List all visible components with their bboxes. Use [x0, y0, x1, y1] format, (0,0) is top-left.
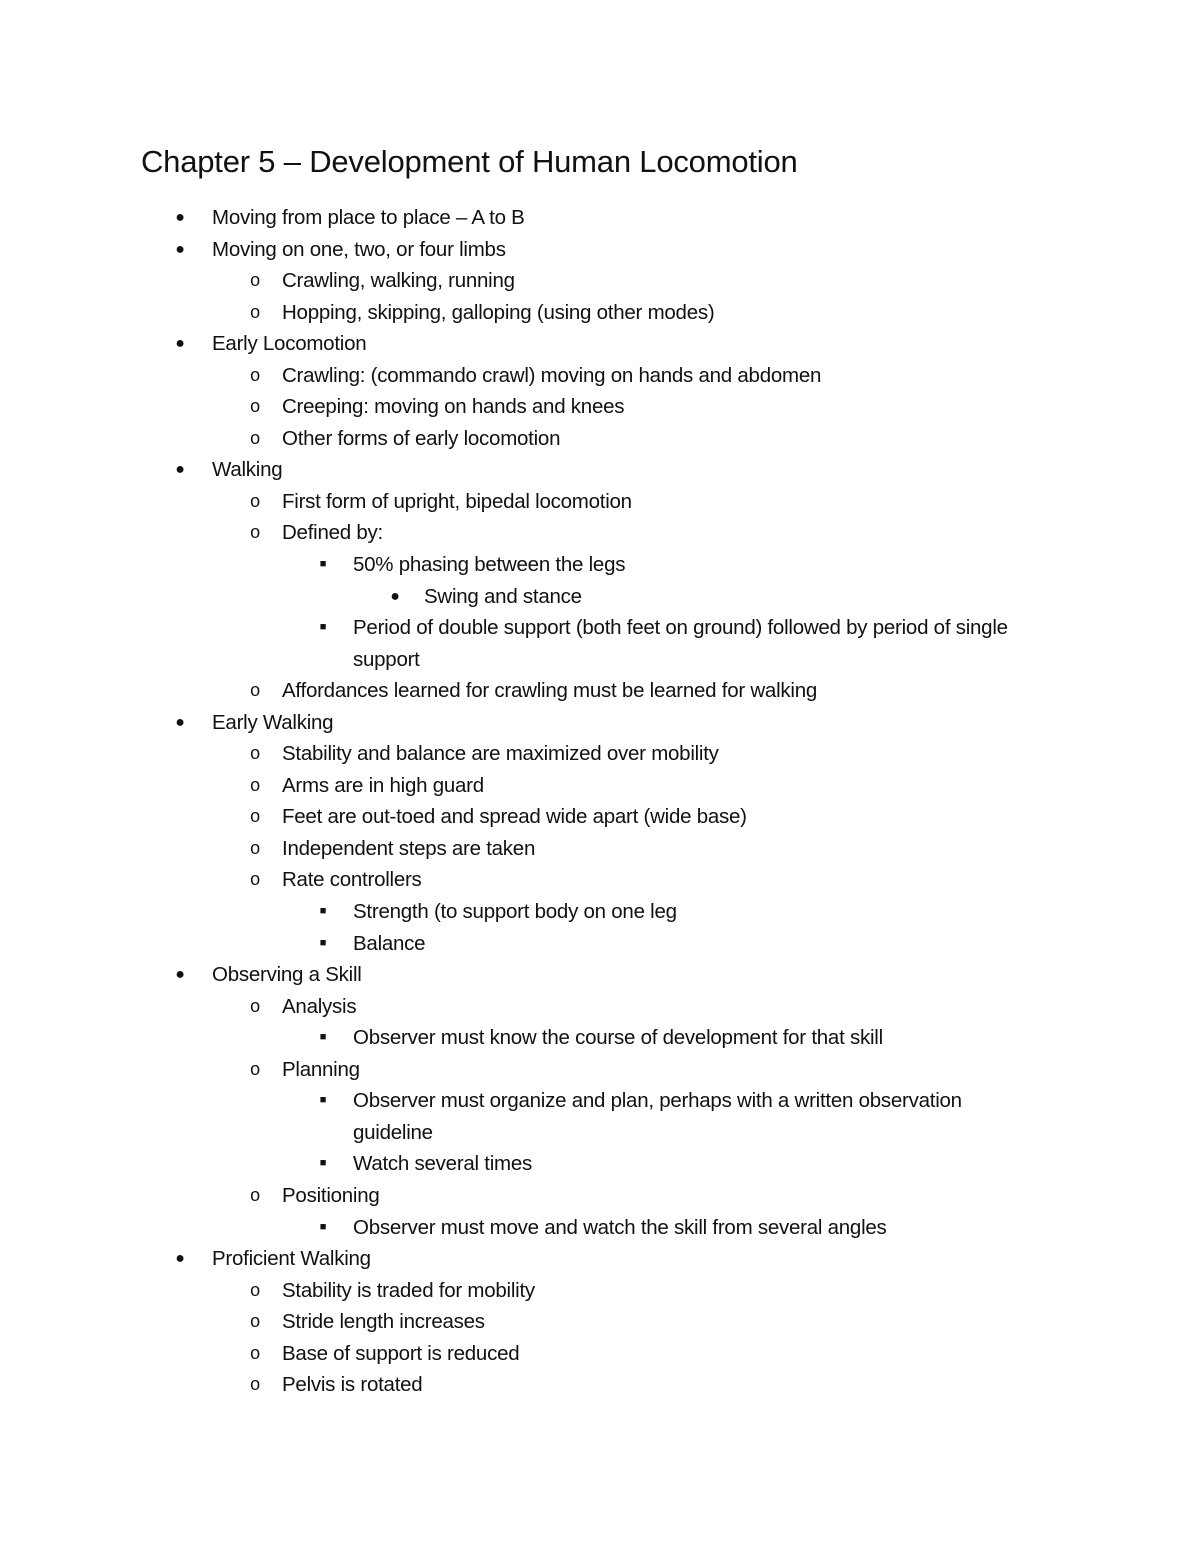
list-item-text: Strength (to support body on one leg — [353, 900, 677, 924]
bullet-icon: o — [250, 1311, 260, 1332]
list-item-text: Independent steps are taken — [282, 836, 536, 860]
list-item — [0, 297, 1042, 329]
bullet-icon: ■ — [319, 1031, 327, 1044]
list-item — [0, 581, 1044, 613]
list-item — [0, 675, 1042, 707]
list-item — [0, 1148, 1043, 1180]
list-item — [0, 360, 1042, 392]
list-item — [0, 517, 1042, 549]
list-item — [0, 454, 1042, 486]
list-item — [0, 1369, 1042, 1401]
list-item — [0, 1022, 1043, 1054]
list-item-text: Proficient Walking — [212, 1247, 371, 1271]
bullet-icon: ■ — [319, 905, 327, 918]
list-item — [0, 265, 1042, 297]
list-item — [0, 328, 1042, 360]
list-item — [0, 1306, 1042, 1338]
list-item — [0, 770, 1042, 802]
outline-list — [0, 202, 1200, 1401]
list-item-text: Pelvis is rotated — [282, 1373, 423, 1397]
list-item-text: Observing a Skill — [212, 963, 362, 987]
bullet-icon: ● — [390, 587, 400, 605]
bullet-icon: o — [250, 806, 260, 827]
list-item-text: Positioning — [282, 1183, 380, 1207]
bullet-icon: o — [250, 396, 260, 417]
list-item — [0, 549, 1043, 581]
list-item-text: Arms are in high guard — [282, 773, 484, 797]
list-item-text: Base of support is reduced — [282, 1341, 520, 1365]
list-item-text: Analysis — [282, 994, 357, 1018]
bullet-icon: o — [250, 427, 260, 448]
bullet-icon: ● — [175, 335, 185, 353]
list-item — [0, 833, 1042, 865]
bullet-icon: ■ — [319, 621, 327, 634]
list-item — [0, 391, 1042, 423]
list-item — [0, 991, 1042, 1023]
list-item — [0, 707, 1042, 739]
list-item-text: Hopping, skipping, galloping (using other modes) — [282, 300, 715, 324]
list-item-text: Moving on one, two, or four limbs — [212, 237, 506, 261]
list-item-text: Other forms of early locomotion — [282, 426, 561, 450]
list-item-text: Stability and balance are maximized over mobility — [282, 742, 719, 766]
bullet-icon: o — [250, 301, 260, 322]
list-item — [0, 1243, 1042, 1275]
list-item-text: Planning — [282, 1057, 360, 1081]
list-item — [0, 801, 1042, 833]
bullet-icon: ■ — [319, 936, 327, 949]
list-item — [0, 1085, 1043, 1148]
bullet-icon: o — [250, 270, 260, 291]
list-item — [0, 202, 1042, 234]
list-item — [0, 928, 1043, 960]
list-item-text: Moving from place to place – A to B — [212, 206, 525, 229]
bullet-icon: o — [250, 1184, 260, 1205]
list-item — [0, 738, 1042, 770]
list-item-text: 50% phasing between the legs — [353, 553, 626, 577]
bullet-icon: ■ — [319, 1157, 327, 1170]
list-item — [0, 486, 1042, 518]
list-item — [0, 423, 1042, 455]
bullet-icon: o — [250, 1342, 260, 1363]
list-item-text: Affordances learned for crawling must be learned for walking — [282, 679, 817, 703]
list-item-text: Defined by: — [282, 521, 383, 545]
bullet-icon: o — [250, 837, 260, 858]
list-item-text: Swing and stance — [424, 584, 582, 608]
list-item — [0, 896, 1043, 928]
bullet-icon: o — [250, 995, 260, 1016]
bullet-icon: o — [250, 869, 260, 890]
bullet-icon: o — [250, 490, 260, 511]
list-item — [0, 1054, 1042, 1086]
bullet-icon: o — [250, 1058, 260, 1079]
list-item-text: Stride length increases — [282, 1310, 485, 1334]
list-item-text: Walking — [212, 458, 283, 482]
bullet-icon: o — [250, 743, 260, 764]
list-item-text: Observer must know the course of development for that skill — [353, 1026, 883, 1050]
list-item-text: Feet are out-toed and spread wide apart (wide base) — [282, 805, 747, 829]
list-item — [0, 234, 1042, 266]
bullet-icon: o — [250, 1374, 260, 1395]
bullet-icon: o — [250, 364, 260, 385]
bullet-icon: ● — [175, 713, 185, 731]
bullet-icon: o — [250, 680, 260, 701]
list-item-text: Creeping: moving on hands and knees — [282, 395, 625, 419]
list-item — [0, 1180, 1042, 1212]
bullet-icon: o — [250, 522, 260, 543]
bullet-icon: ■ — [319, 1220, 327, 1233]
bullet-icon: o — [250, 774, 260, 795]
list-item-text: First form of upright, bipedal locomotion — [282, 489, 632, 513]
list-item-text: Observer must move and watch the skill from several angles — [353, 1215, 887, 1239]
list-item — [0, 864, 1042, 896]
list-item — [0, 1275, 1042, 1307]
list-item-text: Early Locomotion — [212, 332, 367, 356]
list-item-text: Balance — [353, 931, 426, 955]
bullet-icon: ● — [175, 209, 185, 226]
list-item-text: Stability is traded for mobility — [282, 1278, 535, 1302]
page-title: Chapter 5 – Development of Human Locomotion — [141, 144, 798, 179]
list-item — [0, 959, 1042, 991]
list-item — [0, 1338, 1042, 1370]
list-item-text: Period of double support (both feet on ground) followed by period of single support — [353, 616, 1008, 671]
bullet-icon: ● — [175, 461, 185, 479]
bullet-icon: ■ — [319, 558, 327, 571]
list-item-text: Crawling: (commando crawl) moving on hands and abdomen — [282, 363, 822, 387]
bullet-icon: ● — [175, 1250, 185, 1268]
bullet-icon: ● — [175, 966, 185, 984]
list-item-text: Watch several times — [353, 1152, 533, 1176]
bullet-icon: ● — [175, 240, 185, 258]
bullet-icon: ■ — [319, 1094, 327, 1107]
list-item — [0, 612, 1043, 675]
list-item — [0, 1212, 1043, 1244]
list-item-text: Rate controllers — [282, 868, 422, 892]
list-item-text: Early Walking — [212, 710, 334, 734]
list-item-text: Observer must organize and plan, perhaps with a written observation guideline — [353, 1089, 962, 1144]
list-item-text: Crawling, walking, running — [282, 269, 515, 293]
bullet-icon: o — [250, 1279, 260, 1300]
